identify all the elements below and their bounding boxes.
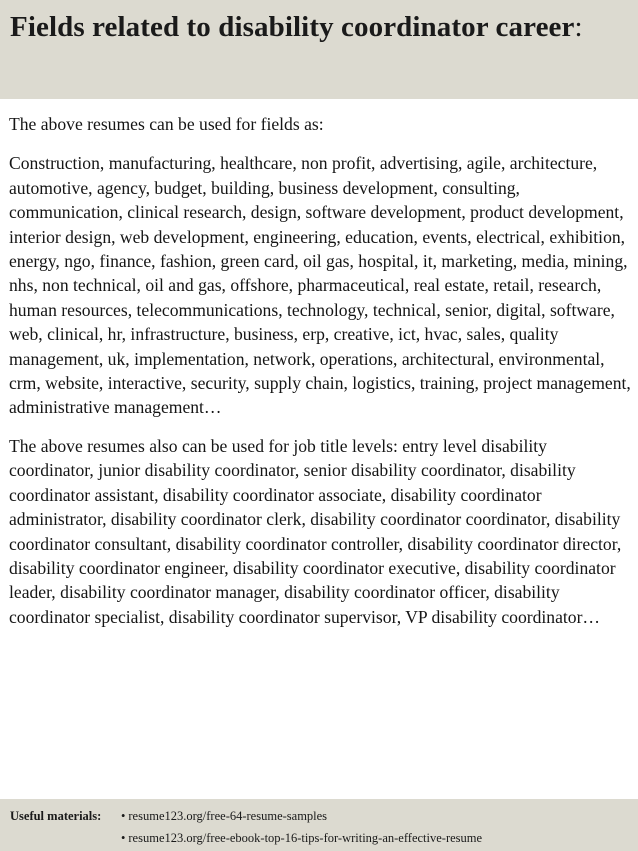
title-banner — [0, 0, 638, 99]
fields-paragraph: Construction, manufacturing, healthcare, non profit, advertising, agile, architecture, automotive, agency, budget, building, business development, consulting, communication, clinical research, design, software development, product development, interior design, web development, engineering, education, events, electrical, exhibition, energy, ngo, finance, fashion, green card, oil gas, hospital, it, marketing, media, mining, nhs, non technical, oil and gas, offshore, pharmaceutical, real estate, retail, research, human resources, telecommunications, technology, technical, senior, digital, software, web, clinical, hr, infrastructure, business, erp, creative, ict, hvac, sales, quality management, uk, implementation, network, operations, architectural, environmental, crm, website, interactive, security, supply chain, logistics, training, project management, administrative management… — [9, 153, 631, 418]
bullet-icon: • — [121, 831, 126, 845]
job-titles-paragraph: The above resumes also can be used for job title levels: entry level disability coordinator, junior disability coordinator, senior disability coordinator, disability coordinator assistant, disability coordinator associate, disability coordinator administrator, disability coordinator clerk, disability coordinator coordinator, disability coordinator consultant, disability coordinator controller, disability coordinator director, disability coordinator engineer, disability coordinator executive, disability coordinator leader, disability coordinator manager, disability coordinator officer, disability coordinator specialist, disability coordinator supervisor, VP disability coordinator… — [9, 435, 622, 627]
useful-materials-footer — [0, 799, 638, 851]
useful-materials-label-colon: : — [97, 809, 102, 823]
resume-ebook-link[interactable]: resume123.org/free-ebook-top-16-tips-for-writing-an-effective-resume — [128, 831, 483, 845]
page-title — [10, 8, 628, 47]
main-content — [9, 112, 633, 629]
resume-samples-link[interactable]: resume123.org/free-64-resume-samples — [128, 809, 328, 823]
footer-row-2 — [10, 827, 638, 849]
page-title-colon: : — [574, 11, 583, 43]
intro-paragraph: The above resumes can be used for fields as: — [9, 114, 324, 134]
page-title-text: Fields related to disability coordinator career — [10, 11, 575, 43]
useful-materials-label — [10, 805, 121, 827]
bullet-icon: • — [121, 809, 126, 823]
footer-row-1 — [10, 805, 638, 827]
useful-materials-label-text: Useful materials — [10, 809, 98, 823]
